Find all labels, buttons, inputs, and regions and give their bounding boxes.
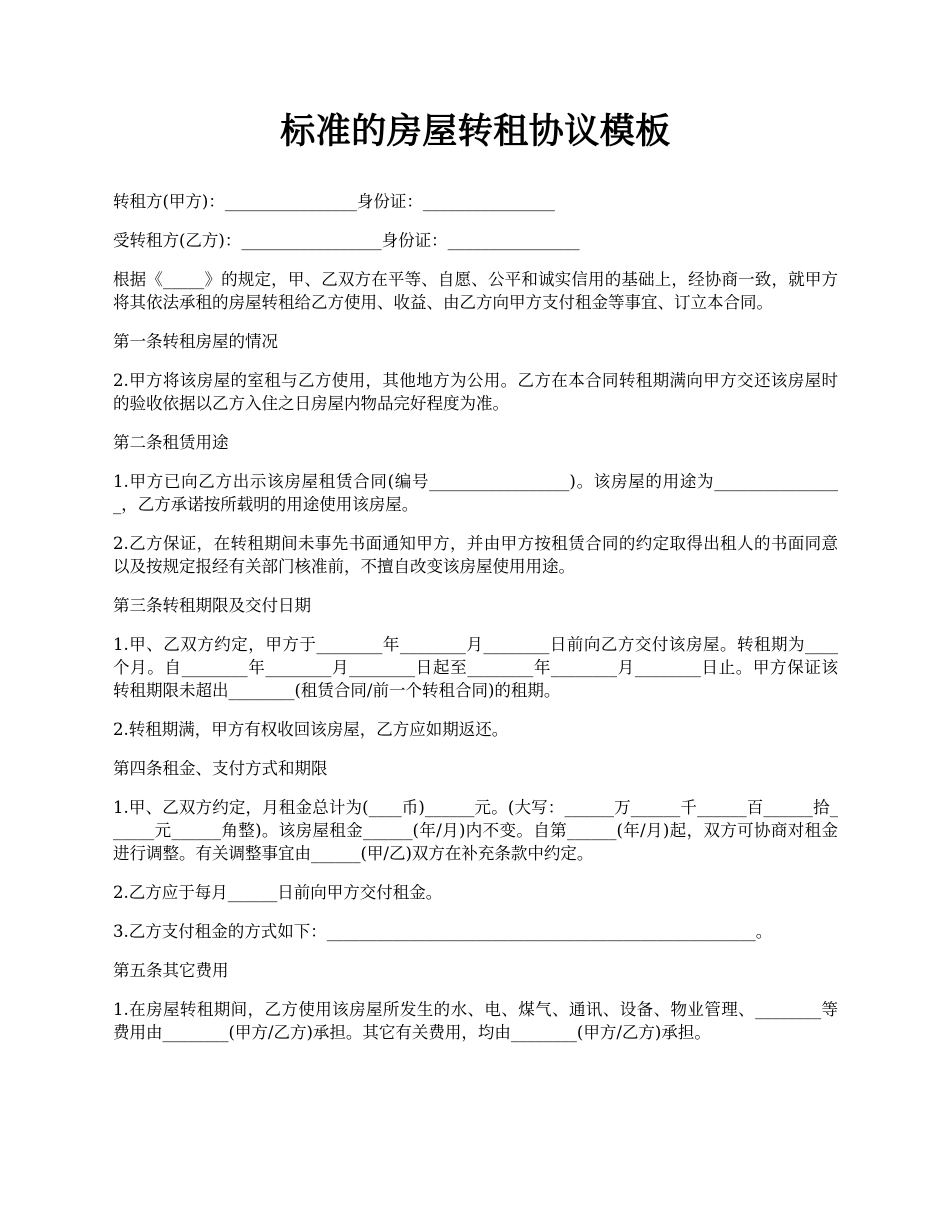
section-heading: 第四条租金、支付方式和期限 [113,759,328,778]
clause-paragraph: 2.乙方保证，在转租期间未事先书面通知甲方，并由甲方按租赁合同的约定取得出租人的书面同意以及按规定报经有关部门核准前，不擅自改变该房屋使用用途。 [113,534,838,576]
clause-paragraph: 1.甲方已向乙方出示该房屋租赁合同(编号_________________)。该房屋的用途为________________，乙方承诺按所载明的用途使用该房屋。 [113,472,838,514]
section-heading: 第三条转租期限及交付日期 [113,596,311,615]
clause-paragraph: 1.甲、乙双方约定，甲方于________年________月________日前向乙方交付该房屋。转租期为____个月。自________年________月________日起至________年________月________日止。甲方保证该转租期限未超出________(租赁合同/前一个转租合同)的租期。 [113,635,838,700]
clause-paragraph: 2.甲方将该房屋的室租与乙方使用，其他地方为公用。乙方在本合同转租期满向甲方交还该房屋时的验收依据以乙方入住之日房屋内物品完好程度为准。 [113,371,838,413]
section-5 [113,959,838,1044]
section-1 [113,330,838,415]
clause-paragraph: 1.在房屋转租期间，乙方使用该房屋所发生的水、电、煤气、通讯、设备、物业管理、________等费用由________(甲方/乙方)承担。其它有关费用，均由________(甲方/乙方)承担。 [113,1000,838,1042]
section-3 [113,594,838,741]
section-heading: 第一条转租房屋的情况 [113,332,278,351]
section-heading: 第二条租赁用途 [113,433,229,452]
party-b-line: 受转租方(乙方)：_________________身份证：________________ [113,231,580,250]
clause-paragraph: 2.转租期满，甲方有权收回该房屋，乙方应如期返还。 [113,720,509,739]
clause-paragraph: 2.乙方应于每月______日前向甲方交付租金。 [113,883,443,902]
party-a-line: 转租方(甲方)：________________身份证：________________ [113,192,555,211]
preamble-paragraph: 根据《_____》的规定，甲、乙双方在平等、自愿、公平和诚实信用的基础上，经协商一致，就甲方将其依法承租的房屋转租给乙方使用、收益、由乙方向甲方支付租金等事宜、订立本合同。 [113,270,838,312]
clause-paragraph: 3.乙方支付租金的方式如下：____________________________________________________。 [113,922,773,941]
clause-paragraph: 1.甲、乙双方约定，月租金总计为(____币)______元。(大写：______万______千______百______拾______元______角整)。该房屋租金______(年/月)内不变。自第______(年/月)起，双方可协商对租金进行调整。有关调整事宜由______(甲/乙)双方在补充条款中约定。 [113,798,838,863]
section-4 [113,757,838,943]
section-heading: 第五条其它费用 [113,961,229,980]
section-2 [113,431,838,578]
document-title: 标准的房屋转租协议模板 [280,111,671,152]
